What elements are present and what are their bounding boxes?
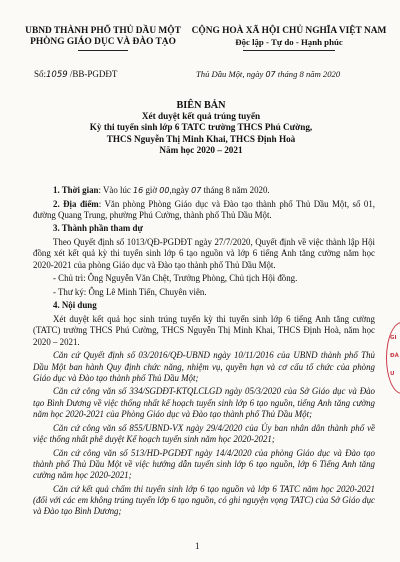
doc-number-suffix: /BB-PGDĐT: [67, 69, 118, 79]
basis-paragraph-1: Căn cứ Quyết định số 03/2016/QĐ-UBND ngày 10/11/2016 của UBND thành phố Thủ Dầu Một ban hành Quy định chức năng, nhiệm vụ, quyền hạn và cơ cấu tổ chức của phòng Giáo dục và Đào tạo thành phố Thủ Dầu Một;: [33, 350, 375, 383]
basis-paragraph-4: Căn cứ công văn số 513/HD-PGDĐT ngày 14/4/2020 của phòng Giáo dục và Đào tạo thành phố Thủ Dầu Một về việc hướng dẫn tuyển sinh lớp 6 tạo nguồn, lớp 6 Tiếng Anh tăng cường năm học 2020-2021;: [33, 447, 375, 481]
time-paragraph: [33, 185, 375, 196]
stamp-letters: ĐÀ: [390, 353, 399, 359]
time-hour-handwritten: 16: [133, 186, 144, 195]
issuer-underline: [78, 50, 128, 51]
issuer-city: UBND THÀNH PHỐ THỦ DẦU MỘT: [25, 26, 181, 36]
members-paragraph: Theo Quyết định số 1013/QĐ-PGDĐT ngày 27/7/2020, Quyết định về việc thành lập Hội đồng xét kết quả kỳ thi tuyển sinh lớp 6 tạo nguồn và lớp 6 tiếng Anh tăng cường năm học 2020-2021 của phòng Giáo dục và Đào tạo thành phố Thủ Dầu Một.: [33, 237, 375, 270]
basis-paragraph-2: Căn cứ công văn số 334/SGDĐT-KTQLCLGD ngày 05/3/2020 của Sở Giáo dục và Đào tạo Bình Dương về việc thống nhất kế hoạch tuyển sinh lớp 6 tạo nguồn, tiếng Anh tăng cường năm học 2020-2021 của Phòng Giáo dục và Đào tạo thành phố Thủ Dầu Một;: [33, 386, 375, 420]
time-text: : Vào lúc: [98, 185, 134, 195]
date-part2: tháng 8 năm 2020: [275, 69, 341, 79]
basis-paragraph-5: Căn cứ kết quả chấm thi tuyển sinh lớp 6 tạo nguồn và lớp 6 TATC năm học 2020-2021 (đối với các em không trúng tuyển lớp 6 tạo nguồn, có ghi nguyện vọng TATC) của Sở Giáo dục và Đào tạo Bình Dương;: [33, 483, 375, 517]
page-number: 1: [195, 541, 200, 551]
doc-number-prefix: Số:: [34, 69, 47, 79]
national-motto: Độc lập - Tự do - Hạnh phúc: [235, 37, 343, 47]
date-line: [196, 69, 340, 79]
content-heading: 4. Nội dung: [53, 300, 97, 311]
national-title: CỘNG HOÀ XÃ HỘI CHỦ NGHĨA VIỆT NAM: [191, 26, 387, 36]
basis-paragraph-3: Căn cứ công văn số 855/UBND-VX ngày 29/4/2020 của Ủy ban nhân dân thành phố về việc thống nhất phê duyệt Kế hoạch tuyển sinh năm học 2020-2021;: [33, 422, 375, 444]
document-title: [60, 100, 342, 156]
time-text: giờ: [143, 185, 160, 195]
place-label: 2. Địa điểm: [53, 198, 99, 209]
title-line-2: Kỳ thi tuyển sinh lớp 6 TATC trường THCS Phú Cường,: [89, 122, 313, 133]
document-body: [33, 185, 375, 520]
stamp-letters: GI: [390, 335, 397, 341]
title-line-3: THCS Nguyễn Thị Minh Khai, THCS Định Hoà: [106, 133, 296, 144]
stamp-letters: U: [390, 371, 395, 377]
secretary-line: - Thư ký: Ông Lê Minh Tiến, Chuyên viên.: [53, 286, 207, 297]
doc-number-handwritten: 1059: [46, 70, 68, 80]
official-stamp: [386, 322, 400, 394]
time-label: 1. Thời gian: [53, 185, 99, 195]
time-text: ,ngày: [169, 185, 192, 195]
place-text: : Văn phòng Phòng Giáo dục và Đào tạo thành phố Thủ Dầu Một, số 01, đường Quang Trung, phường Phú Cường, thành phố Thủ Dầu Một.: [33, 198, 375, 220]
time-minute-handwritten: 00: [159, 186, 170, 195]
content-paragraph: Xét duyệt kết quả học sinh trúng tuyển kỳ thi tuyển sinh lớp 6 tiếng Anh tăng cường (TATC) trường THCS Phú Cường, THCS Nguyễn Thị Minh Khai, THCS Định Hoà, năm học 2020 – 2021.: [33, 314, 375, 347]
document-number: [34, 69, 117, 80]
time-day-handwritten: 07: [191, 186, 202, 195]
title-main: BIÊN BẢN: [176, 100, 226, 111]
date-handwritten-day: 07: [265, 70, 276, 79]
national-header: [186, 26, 392, 51]
motto-underline: [243, 50, 335, 51]
title-line-1: Xét duyệt kết quả trúng tuyển: [141, 111, 261, 122]
chair-line: - Chủ trì: Ông Nguyễn Văn Chệt, Trưởng Phòng, Chủ tịch Hội đồng.: [53, 273, 298, 284]
title-line-4: Năm học 2020 – 2021: [159, 144, 243, 155]
place-paragraph: [33, 199, 375, 222]
issuer-department: PHÒNG GIÁO DỤC VÀ ĐÀO TẠO: [30, 37, 176, 47]
date-part1: Thủ Dầu Một, ngày: [196, 69, 266, 79]
issuer-header: [14, 26, 192, 51]
members-heading: 3. Thành phần tham dự: [53, 223, 143, 234]
time-text: tháng 8 năm 2020.: [201, 185, 270, 195]
